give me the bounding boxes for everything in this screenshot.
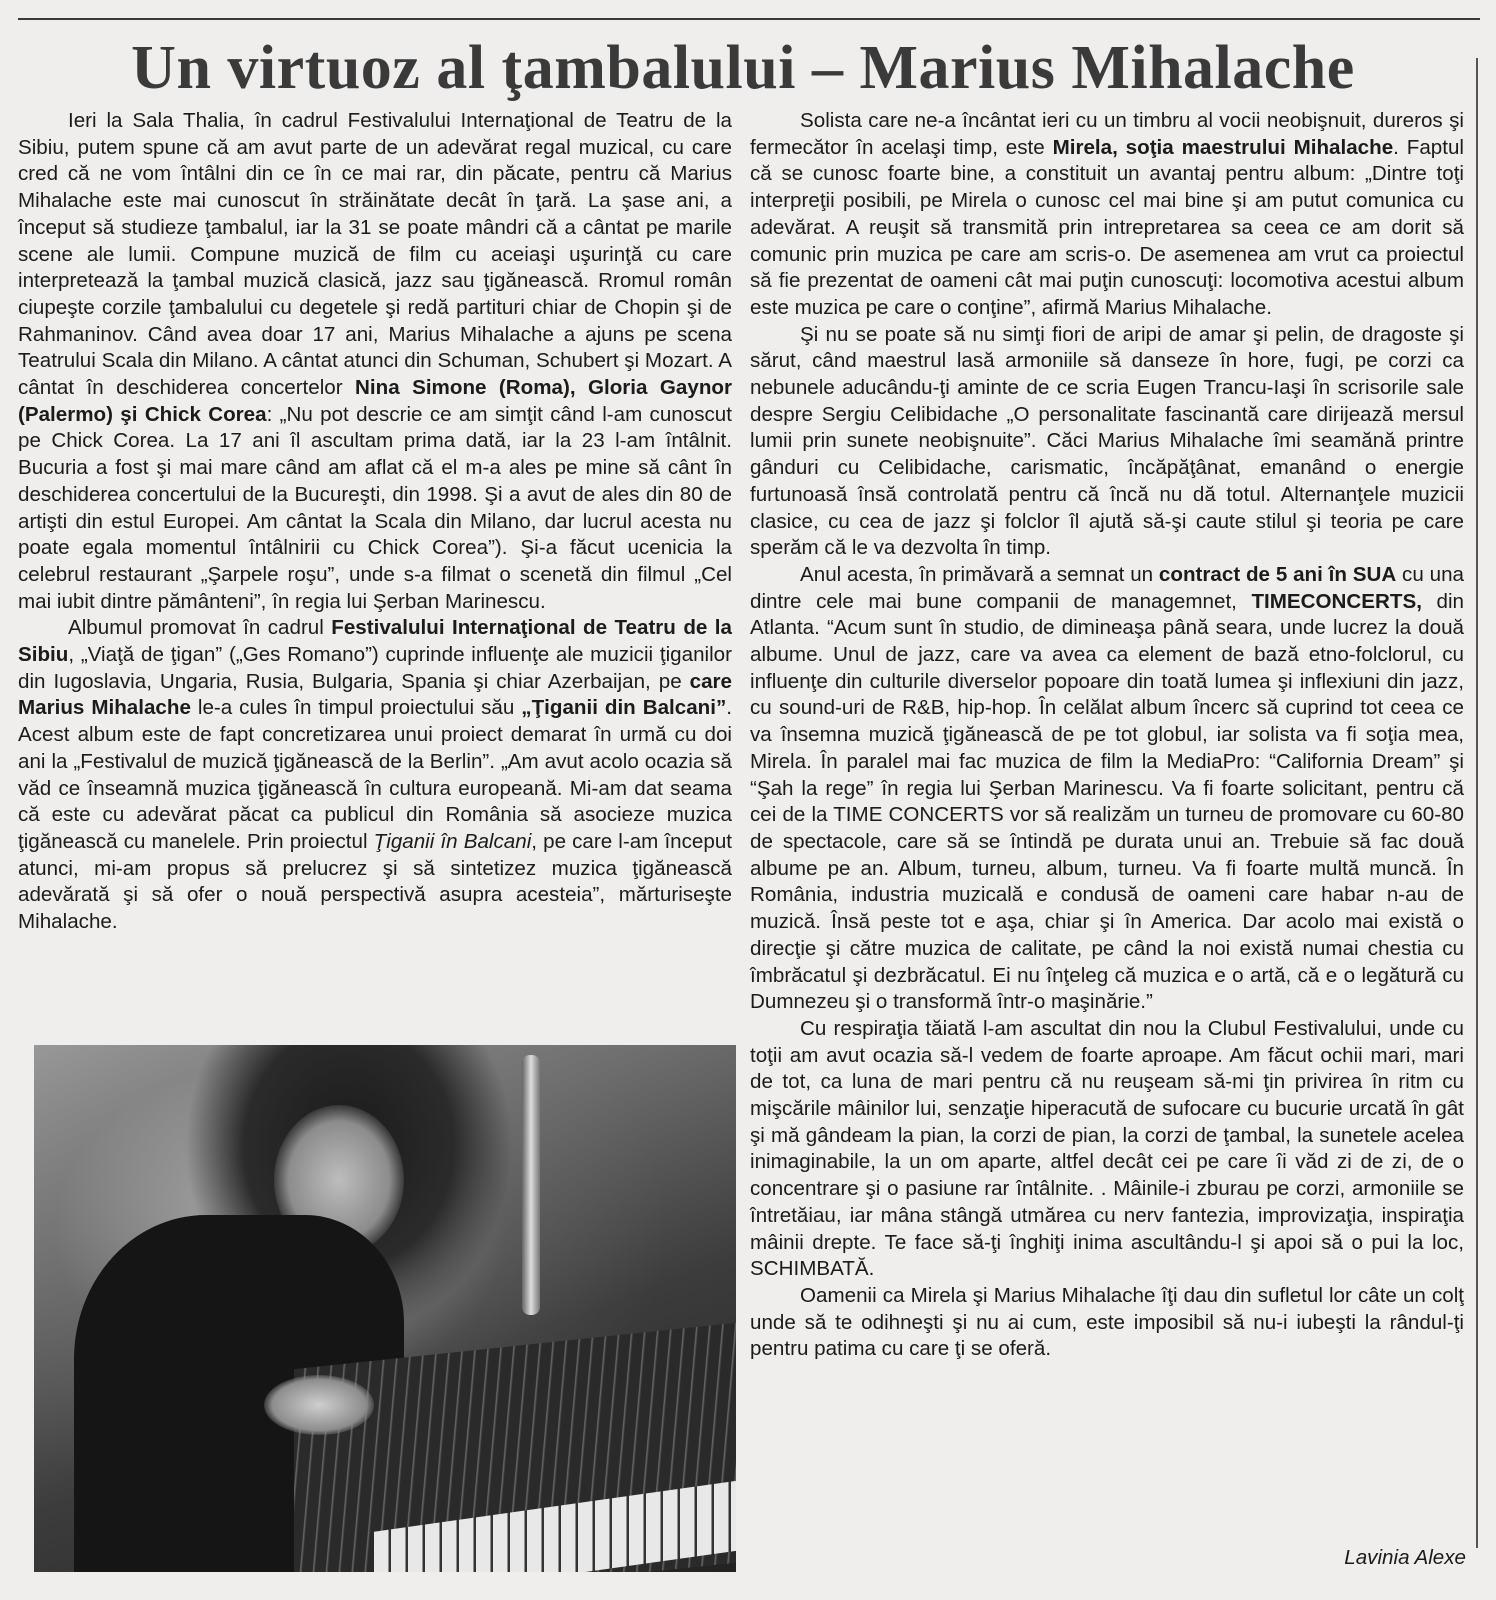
right-column-rule: [1476, 58, 1478, 1548]
text-run: le-a cules în timpul proiectului său: [190, 696, 522, 720]
top-rule: [18, 18, 1480, 20]
author-byline: Lavinia Alexe: [1344, 1546, 1466, 1569]
text-run: : „Nu pot descrie ce am simţit când l-am cunoscut pe Chick Corea. La 17 ani îl ascultam prima dată, iar la 23 l-am întâlnit. Bucuria a fost şi mai mare când am aflat că el m-a ales pe mine să cânt în deschiderea concertului de la Bucureşti, din 1998. Şi a avut de ales din 80 de artişti din estul Europei. Am cântat la Scala din Milano, dar lucrul acesta nu poate egala momentul întâlnirii cu Chick Corea”). Şi-a făcut ucenicia la celebrul restaurant „Şarpele roşu”, unde s-a filmat o scenetă din filmul „Cel mai iubit dintre pământeni”, în regia lui Şerban Marinescu.: [18, 402, 732, 613]
right-paragraph-2: Şi nu se poate să nu simţi fiori de aripi de amar şi pelin, de dragoste şi sărut, când maestrul lasă armoniile să danseze în hore, fugi, pe corzi ca nebunele aducându-ţi aminte de ce scria Eugen Trancu-Iaşi în scrisorile sale despre Sergiu Celibidache „O personalitate fascinantă care dirijează mersul lumii prin sunete neobişnuite”. Căci Marius Mihalache îmi seamănă printre gânduri cu Celibidache, carismatic, încăpăţânat, emanând o energie furtunoasă însă controlată pentru că încă nu dă totul. Alternanţele muzicii clasice, cu cea de jazz şi folclor îl ajută să-şi caute stilul şi teoria pe care sperăm că le va dezvolta în timp.: [750, 322, 1464, 560]
photo-musician-at-tambal: [34, 1045, 736, 1572]
right-column: [750, 108, 1464, 1363]
headline: Un virtuoz al ţambalului – Marius Mihalache: [131, 34, 1355, 102]
left-column: [18, 108, 732, 936]
text-run: . Faptul că se cunosc foarte bine, a constituit un avantaj pentru album: „Dintre toţi interpreţii posibili, pe Mirela o cunosc cel mai bine şi am putut comunica cu adevărat. A reuşit să transmită prin intrepretarea sa ceea ce am dorit să comunic prin muzica pe care am scris-o. De asemenea am vrut ca proiectul să fie prezentat de oameni cât mai puţin cunoscuţi: locomotiva acestui album este muzica pe care o conţine”, afirmă Marius Mihalache.: [750, 135, 1464, 319]
microphone-stand: [522, 1055, 540, 1315]
right-paragraph-5: Oamenii ca Mirela şi Marius Mihalache îţi dau din sufletul lor câte un colţ unde să te odihneşti şi nu ai cum, este imposibil să nu-i iubeşti la rândul-ţi pentru patima cu care ţi se oferă.: [750, 1283, 1464, 1361]
right-paragraph-3: [750, 562, 1464, 1016]
text-run: din Atlanta. “Acum sunt în studio, de dimineaşa până seara, unde lucrez la două albume. Unul de jazz, care va avea ca element de bază etno-folclorul, cu influenţe din culturile diverselor popoare din toată lumea şi inflexiuni din jazz, cu sound-uri de R&B, hip-hop. În celălat album încerc să cuprind tot ceea ce va însemna muzică ţigănească de pe tot globul, iar solista va fi soţia mea, Mirela. În paralel mai fac muzica de film la MediaPro: “California Dream” şi “Şah la rege” în regia lui Şerban Marinescu. Va fi foarte solicitant, pentru că cei de la TIME CONCERTS vor să realizăm un turneu de promovare cu 60-80 de spectacole, care să se întindă pe durata unui an. Trebuie să fac două albume pe an. Album, turneu, album, turneu. Va fi foarte multă muncă. În România, industria muzicală e condusă de oameni care habar n-au de muzică. Însă peste tot e aşa, chiar şi în America. Dar acolo mai există o direcţie şi către muzica de calitate, pe când la noi există numai chestia cu îmbrăcatul şi dezbrăcatul. Ei nu înţeleg că muzica e o artă, că e o legătură cu Dumnezeu şi o transformă într-o maşinărie.”: [750, 589, 1464, 1014]
left-paragraph-1: [18, 108, 732, 615]
bold-run: Festivalului Internaţional de Teatru de la Sibiu: [18, 616, 732, 667]
bold-run: Mirela, soţia maestrului Mihalache: [1052, 135, 1394, 159]
text-run: Ieri la Sala Thalia, în cadrul Festivalului Internaţional de Teatru de la Sibiu, putem spune că am avut parte de un adevărat regal muzical, cu care cred că ne vom întâlni din ce în ce mai rar, din păcate, pentru că Marius Mihalache este mai cunoscut în străinătate decât în ţară. La şase ani, a început să studieze ţambalul, iar la 31 se poate mândri că a cântat pe marile scene ale lumii. Compune muzică de film cu aceiaşi uşurinţă cu care interpretează la ţambal muzică clasică, jazz sau ţigănească. Rromul român ciupeşte corzile ţambalului cu degetele şi redă partituri chiar de Chopin şi de Rahmaninov. Când avea doar 17 ani, Marius Mihalache a ajuns pe scena Teatrului Scala din Milano. A cântat atunci din Schuman, Schubert şi Mozart. A cântat în deschiderea concertelor: [18, 109, 732, 400]
text-run: Anul acesta, în primăvară a semnat un: [800, 562, 1159, 586]
left-paragraph-2: [18, 615, 732, 935]
right-paragraph-1: [750, 108, 1464, 322]
right-paragraph-4: Cu respiraţia tăiată l-am ascultat din nou la Clubul Festivalului, unde cu toţii am avut ocazia să-l vedem de foarte aproape. Am făcut ochii mari, mari de tot, ca luna de mari pentru că nu reuşeam să-mi ţin privirea în ritm cu mişcările mâinilor lui, senzaţie hiperacută de sufocare cu bucurie urcată în gât şi mă gândeam la pian, la corzi de pian, la corzi de ţambal, la sunetele acelea inimaginabile, la un om aparte, altfel decât cei pe care îi văd zi de zi, de o concentrare şi o pasiune rar întâlnite. . Mâinile-i zburau pe corzi, armoniile se întretăiau, iar mâna stângă utmărea cu nerv fantezia, improvizaţia, inspiraţia mâinii drepte. Te face să-ţi înghiţi inima ascultându-l şi apoi să o pui la loc, SCHIMBATĂ.: [750, 1016, 1464, 1281]
text-run: , „Viaţă de ţigan” („Ges Romano”) cuprinde influenţe ale muzicii ţiganilor din Iugoslavia, Ungaria, Rusia, Bulgaria, Spania şi chiar Azerbaijan, pe: [18, 643, 732, 693]
musician-hands: [264, 1375, 374, 1435]
bold-run: contract de 5 ani în SUA: [1158, 562, 1397, 586]
bold-run: TIMECONCERTS,: [1251, 589, 1422, 613]
text-run: Solista care ne-a încântat ieri cu un timbru al vocii neobişnuit, dureros şi fermecător în acelaşi timp, este: [750, 109, 1464, 159]
italic-run: Ţiganii în Balcani: [373, 829, 532, 853]
text-run: . Acest album este de fapt concretizarea unui proiect demarat în urmă cu doi ani la „Festivalul de muzică ţigănească de la Berlin”. „Am avut acolo ocazia să văd ce înseamnă muzica ţigănească în cultura europeană. Mi-am dat seama că este cu adevărat păcat ca publicul din România să asocieze muzica ţigănească cu manelele. Prin proiectul: [18, 696, 733, 853]
text-run: , pe care l-am început atunci, mi-am propus să prelucrez şi să sintetizez muzica ţigănească adevărată şi să ofer o nouă perspectivă asupra acesteia”, mărturiseşte Mihalache.: [18, 829, 733, 934]
text-run: cu una dintre cele mai bune companii de managemnet,: [750, 562, 1464, 613]
bold-run: „Ţiganii din Balcani”: [521, 696, 727, 720]
bold-run: care Marius Mihalache: [18, 669, 732, 720]
bold-run: Nina Simone (Roma), Gloria Gaynor (Palermo) şi Chick Corea: [18, 376, 733, 426]
text-run: Albumul promovat în cadrul: [68, 616, 332, 640]
